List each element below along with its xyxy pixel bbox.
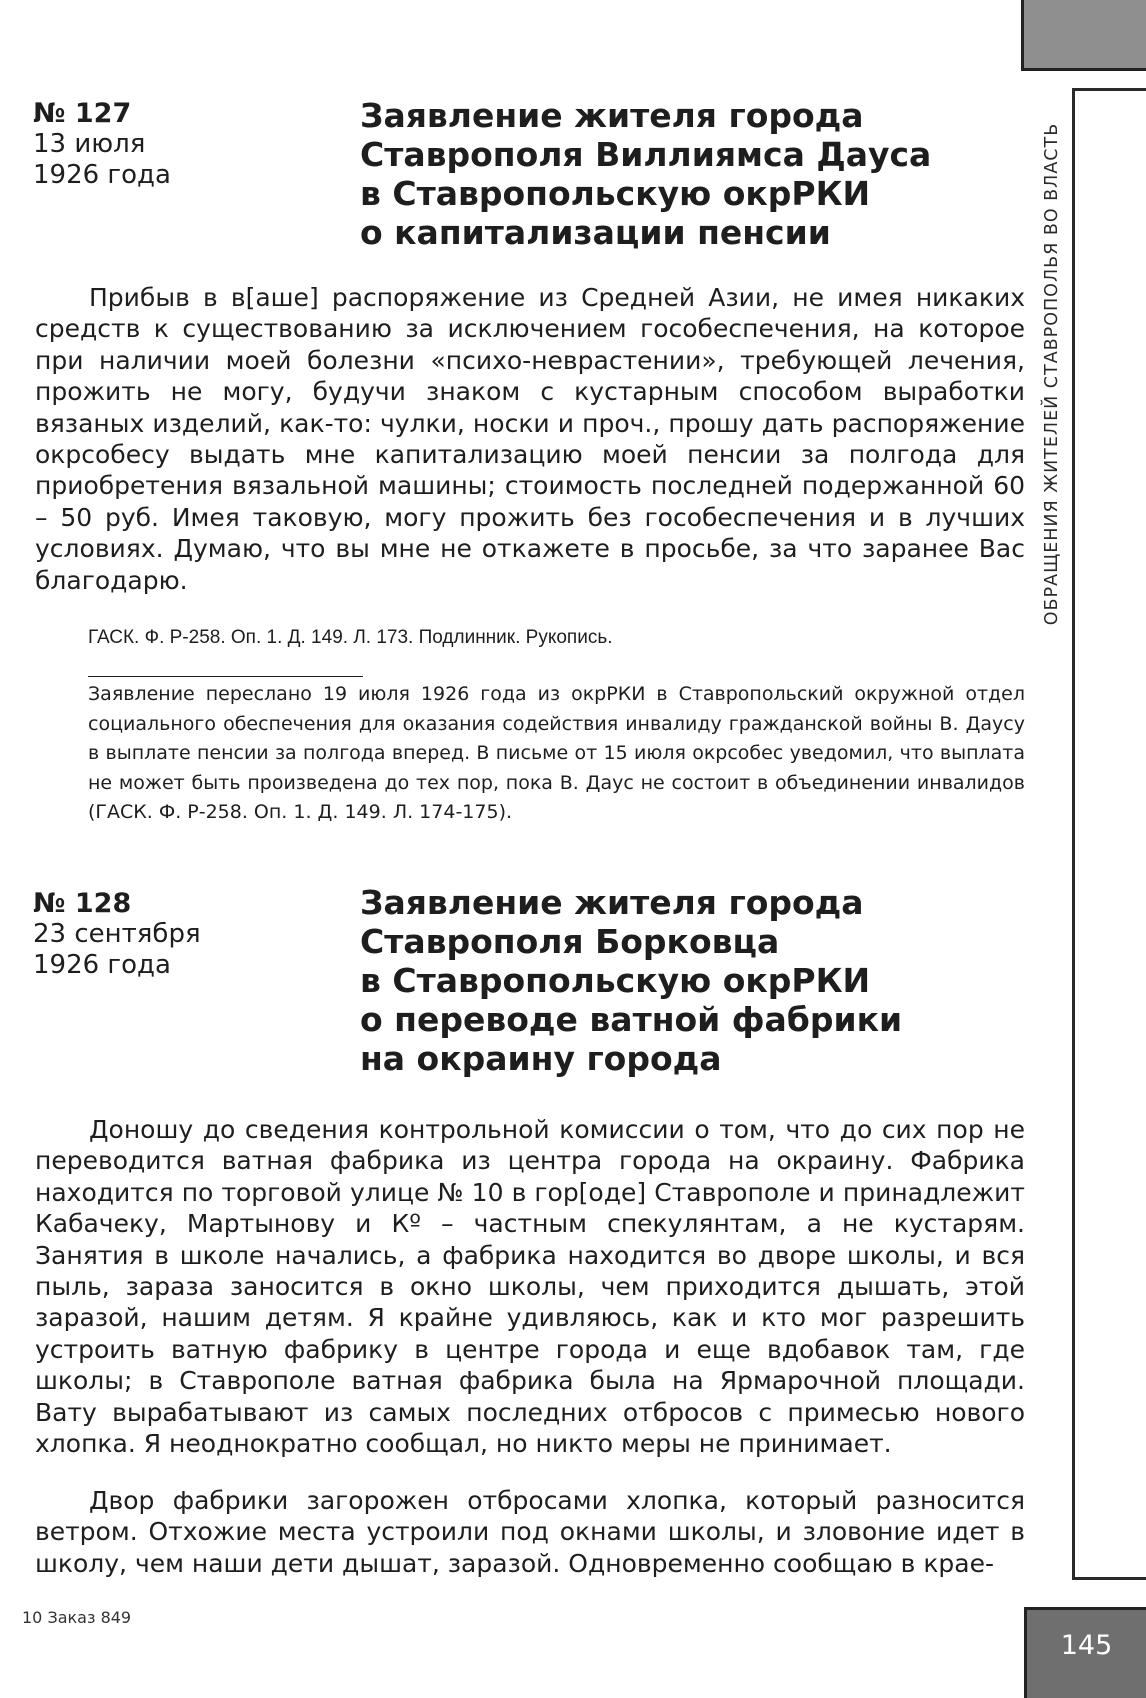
title-line: о капитализации пенсии: [360, 213, 831, 252]
doc-128-body-2: Двор фабрики загорожен отбросами хлопка, который разносится ветром. Отхожие места устроили под окнами школы, и зловоние идет в школу, чем наши дети дышат, заразой. Одновременно сообщаю в крае-: [35, 1486, 1025, 1578]
doc-date-day: 23 сентября: [33, 919, 201, 949]
doc-date-year: 1926 года: [33, 950, 171, 980]
doc-date-year: 1926 года: [33, 160, 171, 190]
title-line: о переводе ватной фабрики: [360, 1000, 903, 1039]
title-line: Ставрополя Борковца: [360, 922, 780, 961]
title-line: Заявление жителя города: [360, 883, 864, 922]
title-line: на окраину города: [360, 1039, 722, 1078]
margin-frame: [1072, 88, 1146, 1580]
doc-127-title: [360, 96, 960, 252]
title-line: в Ставропольскую окрРКИ: [360, 174, 871, 213]
doc-127-body: Прибыв в в[аше] распоряжение из Средней Азии, не имея никаких средств к существованию за исключением гособеспечения, на которое при наличии моей болезни «психо-неврастении», требующей лечения, прожить не могу, будучи знаком с кустарным способом выработки вязаных изделий, как-то: чулки, носки и проч., прошу дать распоряжение окрсобесу выдать мне капитализацию моей пенсии за полгода для приобретения вязальной машины; стоимость последней подержанной 60 – 50 руб. Имея таковую, могу прожить без гособеспечения и в лучших условиях. Думаю, что вы мне не откажете в просьбе, за что заранее Вас благодарю.: [35, 283, 1025, 595]
page-number: 145: [1060, 1630, 1113, 1661]
title-line: Заявление жителя города: [360, 96, 864, 135]
doc-number: № 128: [33, 888, 132, 919]
footnote-divider: [88, 676, 363, 677]
doc-128-body-1: Доношу до сведения контрольной комиссии о том, что до сих пор не переводится ватная фабрика из центра города на окраину. Фабрика находится по торговой улице № 10 в гор[оде] Ставрополе и принадлежит Кабачеку, Мартынову и Кº – частным спекулянтам, а не кустарям. Занятия в школе начались, а фабрика находится во дворе школы, и вся пыль, зараза заносится в окно школы, чем приходится дышать, этой заразой, нашим детям. Я крайне удивляюсь, как и кто мог разрешить устроить ватную фабрику в центре города и еще вдобавок там, где школы; в Ставрополе ватная фабрика была на Ярмарочной площади. Вату вырабатывают из самых последних отбросов с примесью нового хлопка. Я неоднократно сообщал, но никто меры не принимает.: [35, 1115, 1025, 1459]
corner-tab-top: [1021, 0, 1146, 71]
running-header: [1034, 84, 1070, 664]
archive-source: ГАСК. Ф. Р-258. Оп. 1. Д. 149. Л. 173. Подлинник. Рукопись.: [88, 627, 613, 648]
title-line: Ставрополя Виллиямса Дауса: [360, 135, 932, 174]
running-header-text: ОБРАЩЕНИЯ ЖИТЕЛЕЙ СТАВРОПОЛЬЯ ВО ВЛАСТЬ: [1042, 122, 1062, 626]
footnote: Заявление переслано 19 июля 1926 года из окрРКИ в Ставропольский окружной отдел социального обеспечения для оказания содействия инвалиду гражданской войны В. Даусу в выплате пенсии за полгода вперед. В письме от 15 июля окрсобес уведомил, что выплата не может быть произведена до тех пор, пока В. Даус не состоит в объединении инвалидов (ГАСК. Ф. Р-258. Оп. 1. Д. 149. Л. 174-175).: [88, 683, 1025, 823]
doc-127-meta: [33, 98, 333, 191]
doc-128-title: [360, 883, 960, 1078]
page-number-tab: [1024, 1607, 1146, 1698]
doc-date-day: 13 июля: [33, 129, 146, 159]
doc-number: № 127: [33, 98, 132, 129]
title-line: в Ставропольскую окрРКИ: [360, 961, 871, 1000]
print-mark: 10 Заказ 849: [22, 1608, 132, 1627]
doc-128-meta: [33, 888, 333, 981]
